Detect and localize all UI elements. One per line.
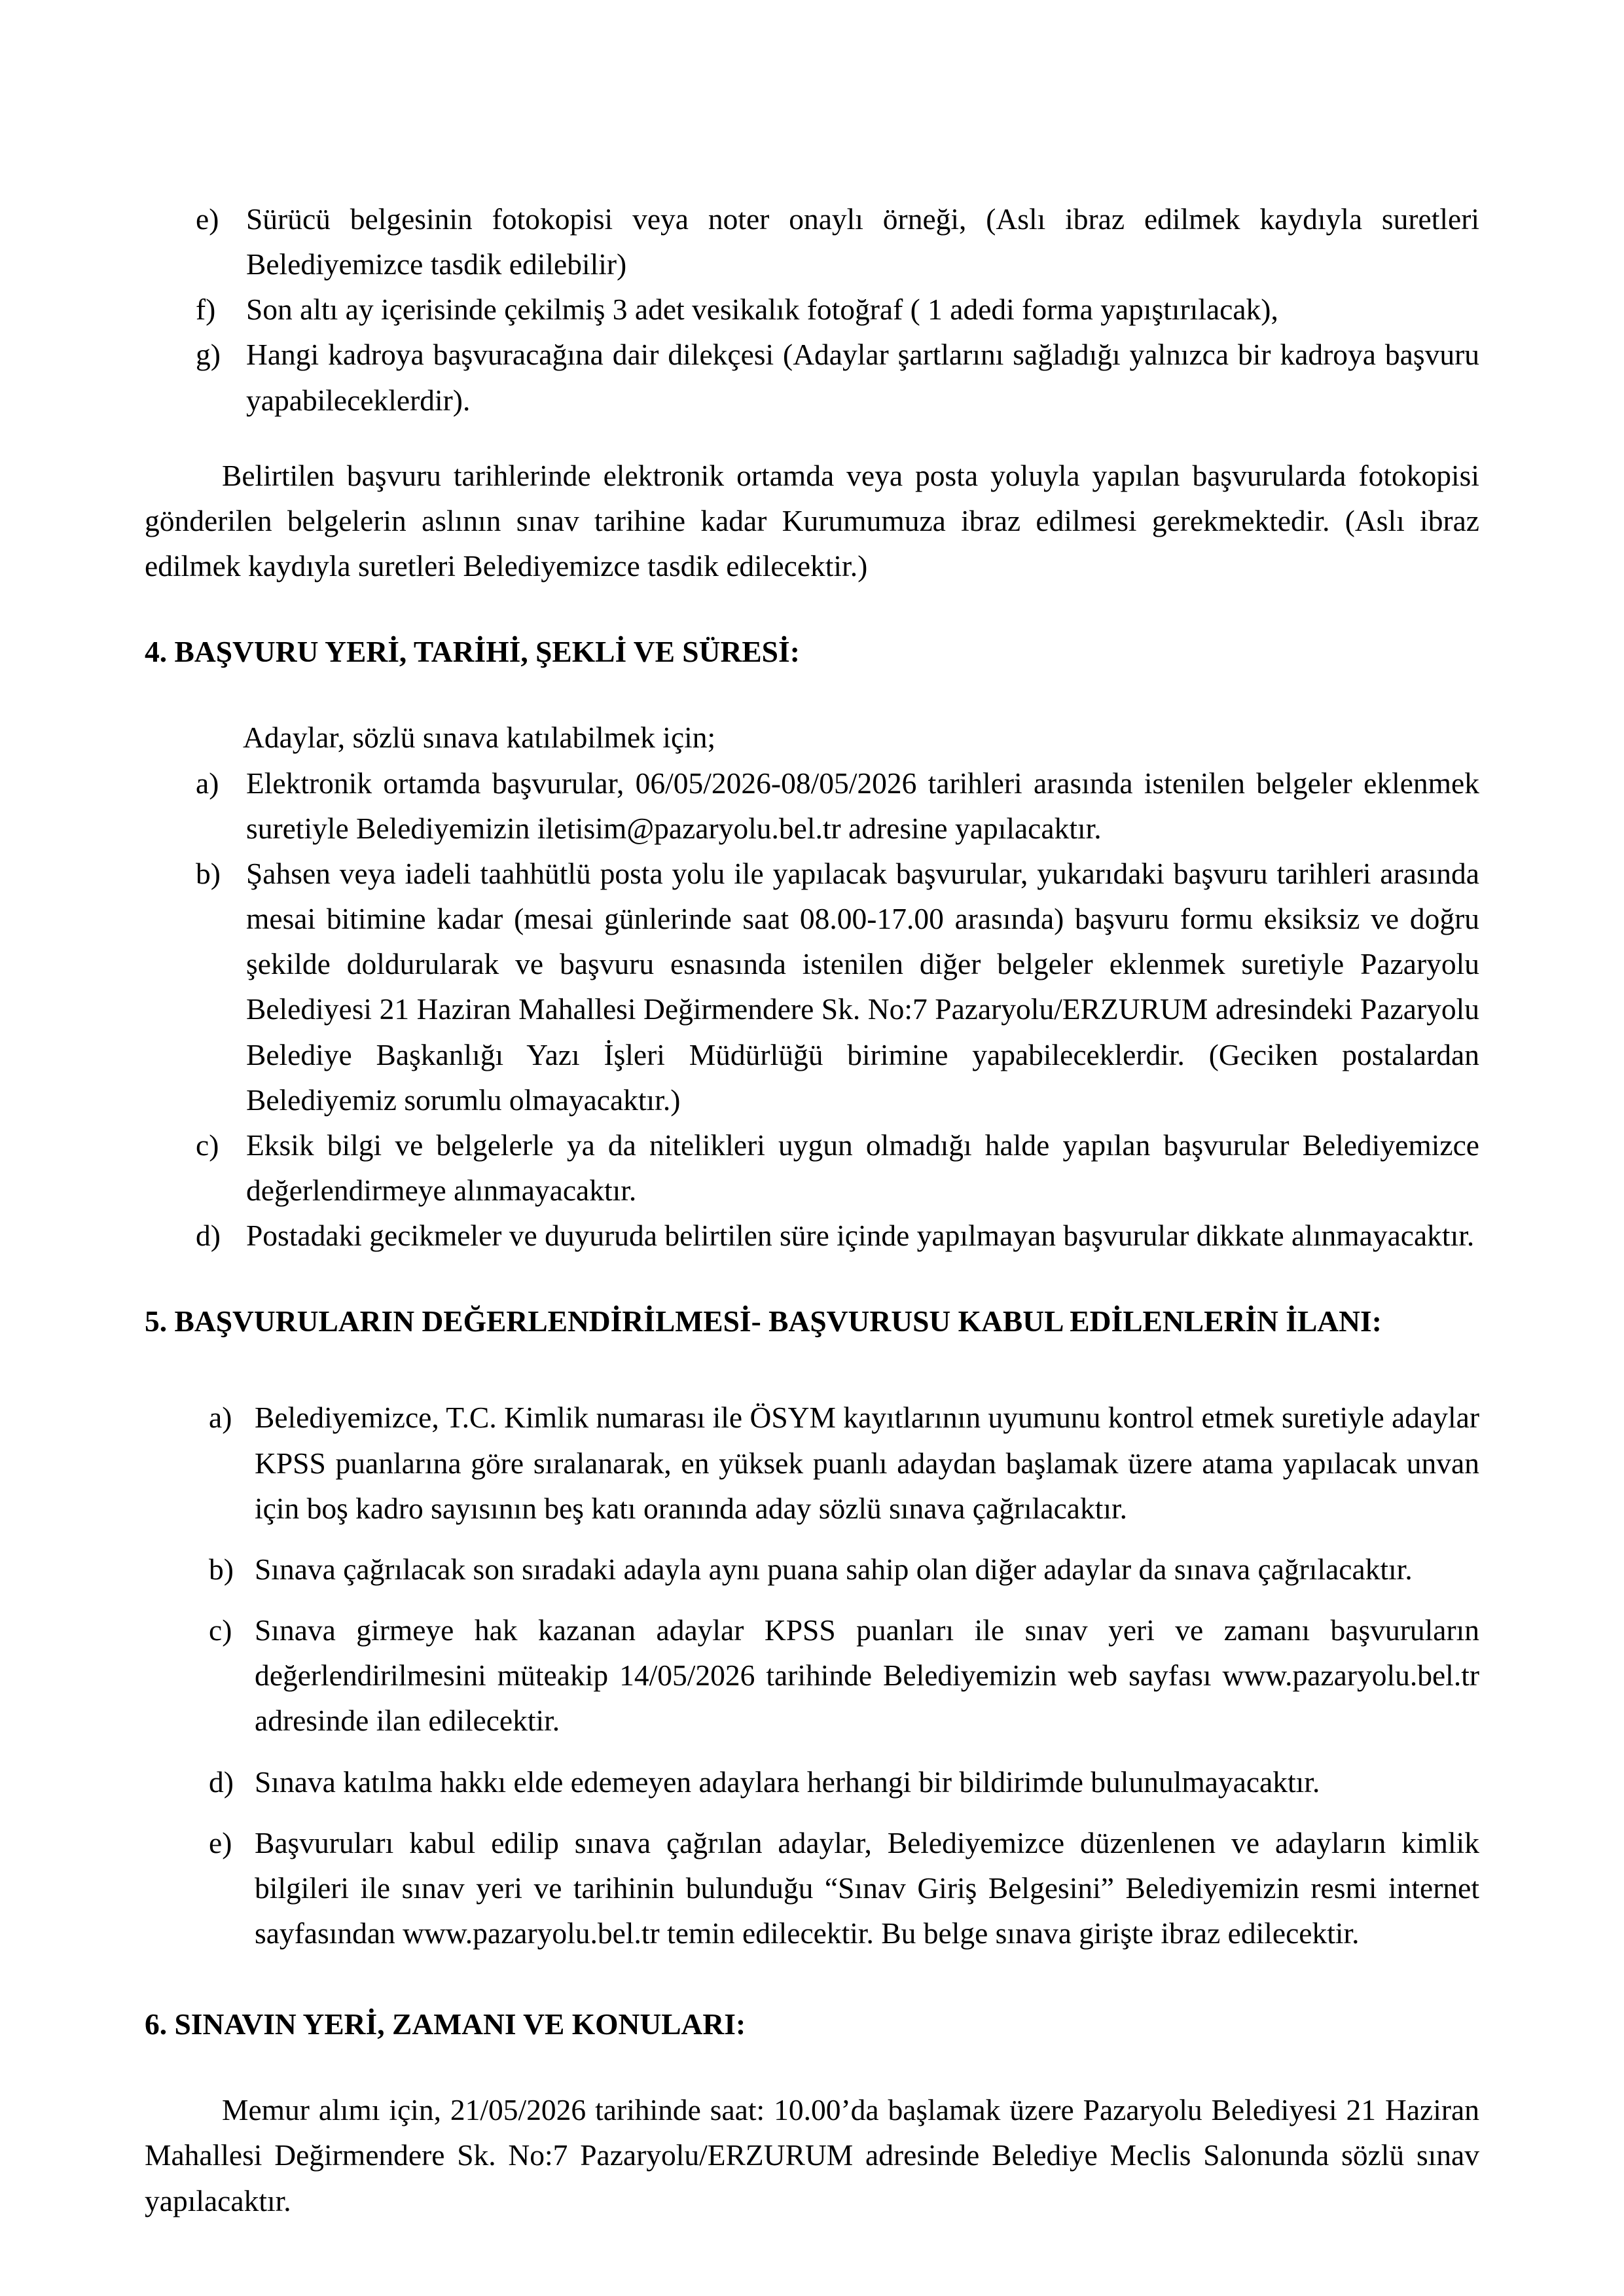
list-item [145,332,1479,422]
page-content [145,196,1479,2223]
list-marker: g) [196,338,221,372]
list-marker: c) [209,1613,232,1647]
list-item-text: Başvuruları kabul edilip sınava çağrılan adaylar, Belediyemizce düzenlenen ve adayların kimlik bilgileri ile sınav yeri ve tarihinin bulunduğu “Sınav Giriş Belgesini” Belediyemizin resmi internet sayfasından www.pazaryolu.bel.tr temin edilecektir. Bu belge sınava girişte ibraz edilecektir. [255,1825,1479,1950]
spacer [145,1971,1479,2001]
list-marker: e) [196,202,219,236]
spacer [145,674,1479,715]
list-item-text: Sınava çağrılacak son sıradaki adayla aynı puana sahip olan diğer adaylar da sınava çağrılacaktır. [255,1552,1413,1586]
list-item [145,196,1479,287]
list-marker: e) [209,1825,232,1859]
documents-note-paragraph: Belirtilen başvuru tarihlerinde elektronik ortamda veya posta yoluyla yapılan başvurularda fotokopisi gönderilen belgelerin aslının sınav tarihine kadar Kurumumuza ibraz edilmesi gerekmektedir. (Aslı ibraz edilmek kaydıyla suretleri Belediyemizce tasdik edilecektir.) [145,458,1479,583]
section-5-list [145,1395,1479,1956]
list-item-text: Şahsen veya iadeli taahhütlü posta yolu ile yapılacak başvurular, yukarıdaki başvuru tarihleri arasında mesai bitimine kadar (mesai günlerinde saat 08.00-17.00 arasında) başvuru formu eksiksiz ve doğru şekilde doldurularak ve başvuru esnasında istenilen diğer belgeler eklenmek suretiyle Pazaryolu Belediyesi 21 Haziran Mahallesi Değirmendere Sk. No:7 Pazaryolu/ERZURUM adresindeki Pazaryolu Belediye Başkanlığı Yazı İşleri Müdürlüğü birimine yapabileceklerdir. (Geciken postalardan Belediyemiz sorumlu olmayacaktır.) [246,856,1479,1117]
spacer [145,2047,1479,2087]
list-item [145,1547,1479,1592]
spacer [145,423,1479,453]
list-item [145,1759,1479,1804]
list-item-text: Elektronik ortamda başvurular, 06/05/2026-08/05/2026 tarihleri arasında istenilen belgeler eklenmek suretiyle Belediyemizin iletisim@pazaryolu.bel.tr adresine yapılacaktır. [246,766,1479,845]
required-documents-list [145,196,1479,423]
list-item [145,1395,1479,1530]
spacer [145,1344,1479,1395]
list-item [145,1122,1479,1213]
list-marker: f) [196,293,216,327]
list-item-text: Hangi kadroya başvuracağına dair dilekçesi (Adaylar şartlarını sağladığı yalnızca bir kadroya başvuru yapabileceklerdir). [246,338,1479,417]
list-item [145,1213,1479,1258]
list-marker: d) [196,1219,221,1253]
list-marker: a) [196,766,219,800]
section-5-heading: 5. BAŞVURULARIN DEĞERLENDİRİLMESİ- BAŞVURUSU KABUL EDİLENLERİN İLANI: [145,1304,1382,1338]
list-item-text: Sınava girmeye hak kazanan adaylar KPSS puanları ile sınav yeri ve zamanı başvuruların değerlendirilmesini müteakip 14/05/2026 tarihinde Belediyemizin web sayfası www.pazaryolu.bel.tr adresinde ilan edilecektir. [255,1613,1479,1738]
section-4-heading: 4. BAŞVURU YERİ, TARİHİ, ŞEKLİ VE SÜRESİ: [145,635,800,669]
spacer [145,588,1479,629]
list-marker: d) [209,1765,234,1799]
list-item [145,761,1479,851]
list-item-text: Postadaki gecikmeler ve duyuruda belirtilen süre içinde yapılmayan başvurular dikkate alınmayacaktır. [246,1219,1475,1253]
list-item [145,1820,1479,1956]
list-item [145,1607,1479,1743]
list-item-text: Son altı ay içerisinde çekilmiş 3 adet vesikalık fotoğraf ( 1 adedi forma yapıştırılacak), [246,293,1278,327]
list-item-text: Sınava katılma hakkı elde edemeyen adaylara herhangi bir bildirimde bulunulmayacaktır. [255,1765,1320,1799]
list-item [145,851,1479,1122]
list-item-text: Eksik bilgi ve belgelerle ya da nitelikleri uygun olmadığı halde yapılan başvurular Belediyemizce değerlendirmeye alınmayacaktır. [246,1128,1479,1207]
list-marker: a) [209,1401,232,1435]
section-6-paragraph: Memur alımı için, 21/05/2026 tarihinde saat: 10.00’da başlamak üzere Pazaryolu Belediyesi 21 Haziran Mahallesi Değirmendere Sk. No:7 Pazaryolu/ERZURUM adresinde Belediye Meclis Salonunda sözlü sınav yapılacaktır. [145,2093,1479,2217]
list-marker: c) [196,1128,219,1162]
section-4-list [145,761,1479,1259]
list-item-text: Sürücü belgesinin fotokopisi veya noter onaylı örneği, (Aslı ibraz edilmek kaydıyla suretleri Belediyemizce tasdik edilebilir) [246,202,1479,281]
section-4-lead-text: Adaylar, sözlü sınava katılabilmek için; [243,721,716,755]
list-item [145,287,1479,332]
list-marker: b) [209,1552,234,1586]
list-item-text: Belediyemizce, T.C. Kimlik numarası ile ÖSYM kayıtlarının uyumunu kontrol etmek suretiyle adaylar KPSS puanlarına göre sıralanarak, en yüksek puanlı adaydan başlamak üzere atama yapılacak unvan için boş kadro sayısının beş katı oranında aday sözlü sınava çağrılacaktır. [255,1401,1479,1525]
list-marker: b) [196,856,221,890]
section-6-heading: 6. SINAVIN YERİ, ZAMANI VE KONULARI: [145,2007,746,2041]
spacer [145,1258,1479,1299]
